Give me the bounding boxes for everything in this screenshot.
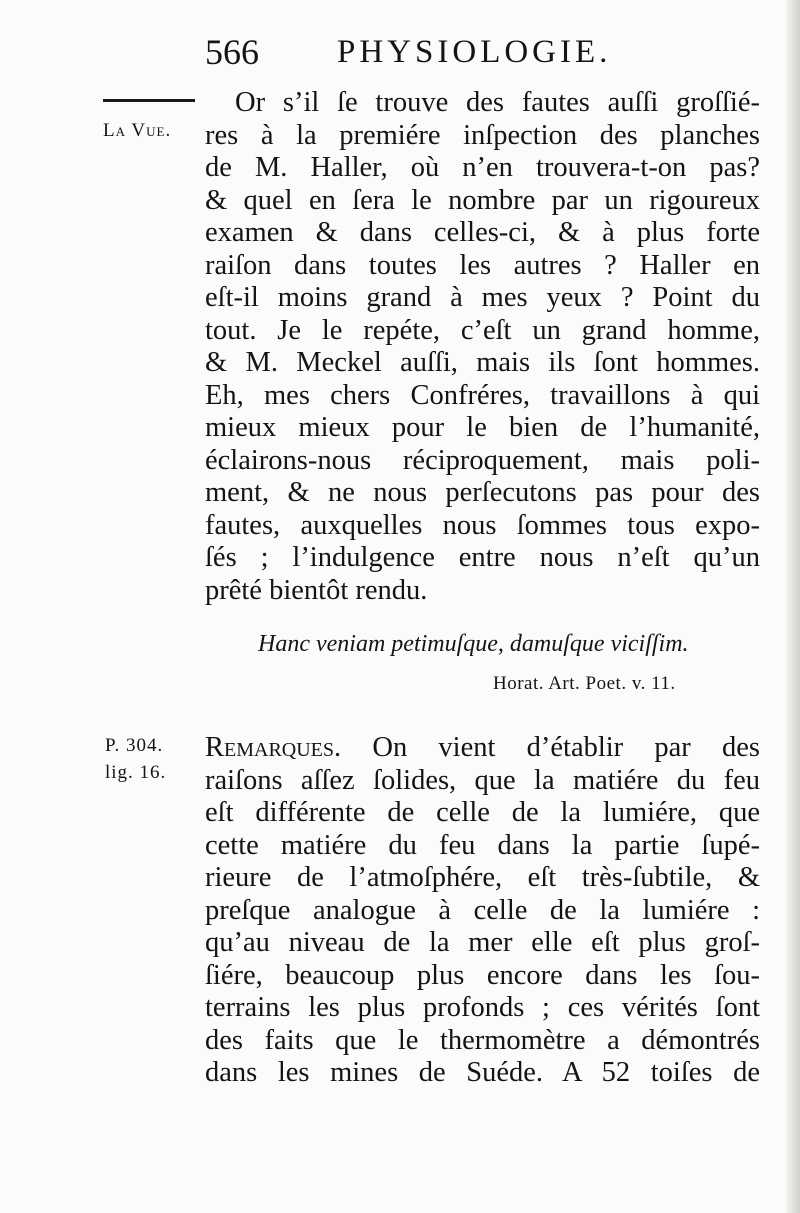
text-line: Eh, mes chers Confréres, travaillons à qui [205,379,760,411]
text-line: raiſons aſſez ſolides, que la matiére du feu [205,764,760,796]
text-line: examen & dans celles-ci, & à plus forte [205,217,760,248]
text-line: ſiére, beaucoup plus encore dans les ſou- [205,959,760,991]
text-line: ſés ; l’indulgence entre nous n’eſt qu’un [205,542,760,573]
page-edge-shadow [786,0,800,1213]
quotation-attribution: Horat. Art. Poet. v. 11. [493,673,676,694]
text-line: terrains les plus profonds ; ces vérités ſont [205,992,760,1023]
text-line: dans les mines de Suéde. A 52 toiſes de [205,1057,760,1088]
text-line: des faits que le thermomètre a démontrés [205,1024,760,1056]
text-line: ment, & ne nous perſecutons pas pour des [205,477,760,508]
page-header [205,30,645,74]
text-line: raiſon dans toutes les autres ? Haller en [205,249,760,281]
margin-reference-line: lig. 16. [105,762,167,783]
text-line: rieure de l’atmoſphére, eſt très-ſubtile, & [205,862,760,893]
text-line: eſt-il moins grand à mes yeux ? Point du [205,282,760,313]
text-line: prêté bientôt rendu. [205,574,428,606]
margin-section-label: La Vue. [103,120,172,141]
text-line: tout. Je le repéte, c’eſt un grand homme, [205,314,760,346]
paragraph-lead-rest: On vient d’établir par des [341,732,760,763]
page-number: 566 [205,32,259,72]
text-line: mieux mieux pour le bien de l’humanité, [205,412,760,443]
text-line [205,732,760,765]
paragraph-lead-word: Remarques. [205,732,342,763]
text-line: cette matiére du feu dans la partie ſupé- [205,829,760,861]
running-title: PHYSIOLOGIE. [337,34,612,70]
paragraph-2 [205,732,760,1090]
text-line: qu’au niveau de la mer elle eſt plus groſ- [205,927,760,958]
latin-quotation: Hanc veniam petimuſque, damuſque viciſſim. [258,631,689,657]
text-line: fautes, auxquelles nous ſommes tous expo- [205,509,760,541]
text-line: preſque analogue à celle de la lumiére : [205,894,760,926]
text-line: de M. Haller, où n’en trouvera-t-on pas? [205,152,760,183]
section-rule [103,99,195,102]
text-line: res à la premiére inſpection des planches [205,119,760,151]
margin-reference-page: P. 304. [105,735,164,756]
text-line: Or s’il ſe trouve des fautes auſſi groſſié- [235,87,760,118]
paragraph-1 [205,87,760,607]
text-line: éclairons-nous réciproquement, mais poli- [205,444,760,476]
text-line: eſt différente de celle de la lumiére, que [205,797,760,828]
text-line: & M. Meckel auſſi, mais ils ſont hommes. [205,347,760,378]
text-line: & quel en ſera le nombre par un rigoureux [205,184,760,216]
